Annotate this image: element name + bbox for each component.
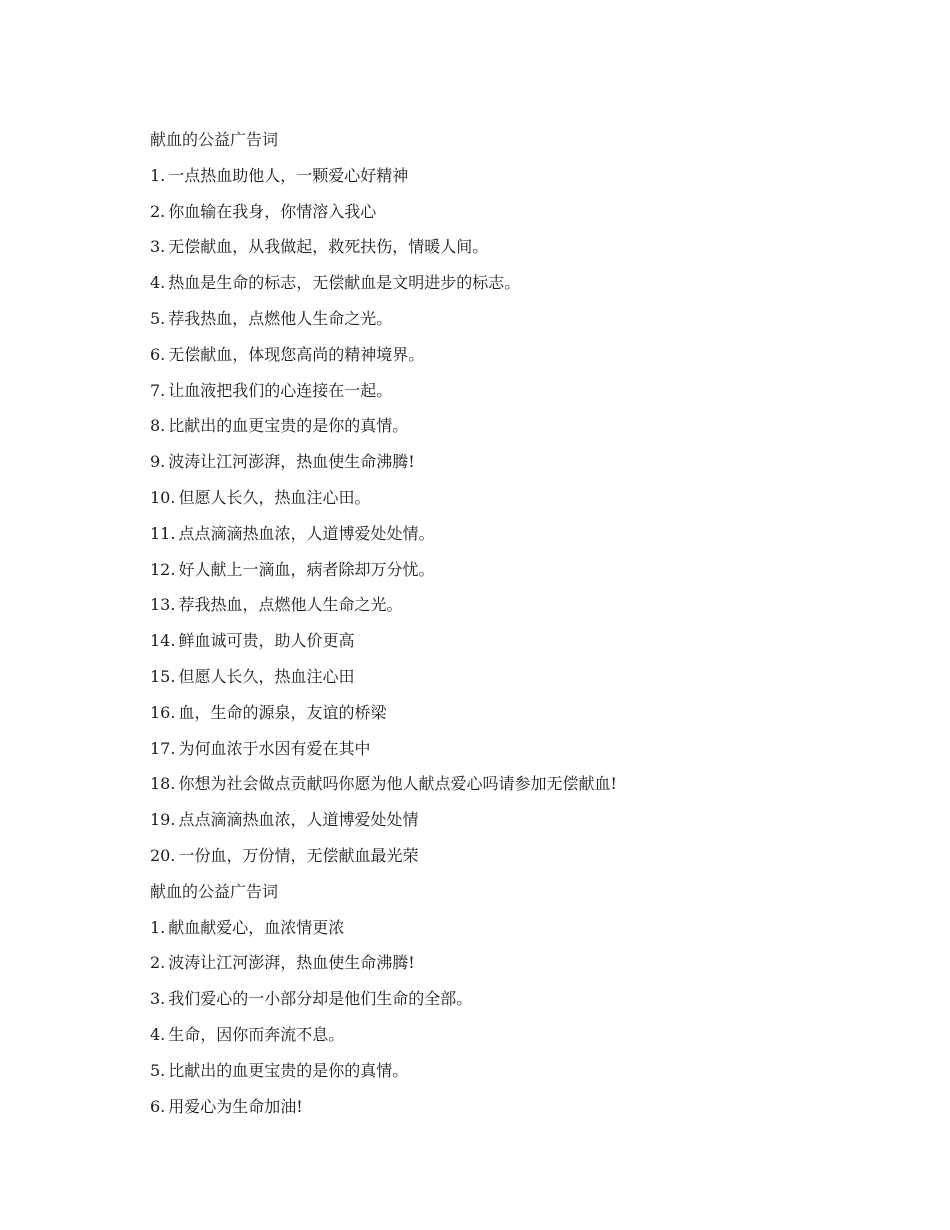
item-text: 点点滴滴热血浓，人道博爱处处情。 bbox=[178, 523, 435, 543]
item-text: 鲜血诚可贵，助人价更高 bbox=[178, 631, 355, 651]
list-item bbox=[150, 265, 850, 301]
list-item bbox=[150, 194, 850, 230]
item-text: 波涛让江河澎湃，热血使生命沸腾! bbox=[168, 953, 415, 973]
item-text: 热血是生命的标志，无偿献血是文明进步的标志。 bbox=[168, 273, 521, 293]
item-number: 1. bbox=[150, 917, 166, 937]
list-item bbox=[150, 981, 850, 1017]
item-number: 3. bbox=[150, 237, 166, 257]
item-text: 你血输在我身，你情溶入我心 bbox=[168, 201, 377, 221]
list-item bbox=[150, 731, 850, 767]
item-number: 8. bbox=[150, 416, 166, 436]
list-item bbox=[150, 838, 850, 874]
item-number: 19. bbox=[150, 810, 176, 830]
item-text: 波涛让江河澎湃，热血使生命沸腾! bbox=[168, 452, 415, 472]
list-item bbox=[150, 516, 850, 552]
list-item bbox=[150, 552, 850, 588]
list-item bbox=[150, 623, 850, 659]
list-item bbox=[150, 301, 850, 337]
item-number: 11. bbox=[150, 523, 176, 543]
item-number: 4. bbox=[150, 273, 166, 293]
item-number: 6. bbox=[150, 344, 166, 364]
list-item bbox=[150, 695, 850, 731]
item-text: 一点热血助他人，一颗爱心好精神 bbox=[168, 165, 409, 185]
item-number: 3. bbox=[150, 989, 166, 1009]
item-number: 10. bbox=[150, 487, 176, 507]
list-item bbox=[150, 337, 850, 373]
list-item bbox=[150, 480, 850, 516]
item-text: 献血献爱心，血浓情更浓 bbox=[168, 917, 345, 937]
item-text: 好人献上一滴血，病者除却万分忧。 bbox=[178, 559, 435, 579]
list-item bbox=[150, 945, 850, 981]
item-number: 20. bbox=[150, 845, 176, 865]
list-item bbox=[150, 1089, 850, 1125]
item-number: 2. bbox=[150, 201, 166, 221]
item-text: 用爱心为生命加油! bbox=[168, 1096, 303, 1116]
list-item bbox=[150, 766, 850, 802]
list-item bbox=[150, 1053, 850, 1089]
item-number: 7. bbox=[150, 380, 166, 400]
item-number: 16. bbox=[150, 702, 176, 722]
item-number: 15. bbox=[150, 666, 176, 686]
item-text: 点点滴滴热血浓，人道博爱处处情 bbox=[178, 810, 419, 830]
item-text: 但愿人长久，热血注心田。 bbox=[178, 487, 371, 507]
item-text: 你想为社会做点贡献吗你愿为他人献点爱心吗请参加无偿献血! bbox=[178, 774, 617, 794]
item-text: 但愿人长久，热血注心田 bbox=[178, 666, 355, 686]
item-number: 14. bbox=[150, 631, 176, 651]
item-number: 5. bbox=[150, 308, 166, 328]
item-number: 2. bbox=[150, 953, 166, 973]
list-item bbox=[150, 158, 850, 194]
list-item bbox=[150, 587, 850, 623]
list-item bbox=[150, 408, 850, 444]
list-item bbox=[150, 1017, 850, 1053]
item-text: 比献出的血更宝贵的是你的真情。 bbox=[168, 416, 409, 436]
section-title: 献血的公益广告词 bbox=[150, 130, 279, 149]
document-page bbox=[150, 122, 850, 1124]
item-number: 17. bbox=[150, 738, 176, 758]
item-text: 血，生命的源泉，友谊的桥梁 bbox=[178, 702, 387, 722]
item-number: 9. bbox=[150, 452, 166, 472]
section-title: 献血的公益广告词 bbox=[150, 881, 279, 901]
list-item bbox=[150, 910, 850, 946]
list-item bbox=[150, 802, 850, 838]
item-number: 1. bbox=[150, 165, 166, 185]
item-text: 荐我热血，点燃他人生命之光。 bbox=[178, 595, 403, 615]
list-item bbox=[150, 444, 850, 480]
item-number: 6. bbox=[150, 1096, 166, 1116]
item-text: 比献出的血更宝贵的是你的真情。 bbox=[168, 1060, 409, 1080]
item-text: 为何血浓于水因有爱在其中 bbox=[178, 738, 371, 758]
item-text: 荐我热血，点燃他人生命之光。 bbox=[168, 308, 393, 328]
item-text: 一份血，万份情，无偿献血最光荣 bbox=[178, 845, 419, 865]
item-text: 无偿献血，从我做起，救死扶伤，情暖人间。 bbox=[168, 237, 489, 257]
item-number: 4. bbox=[150, 1024, 166, 1044]
list-item bbox=[150, 659, 850, 695]
item-number: 18. bbox=[150, 774, 176, 794]
item-number: 13. bbox=[150, 595, 176, 615]
item-number: 12. bbox=[150, 559, 176, 579]
list-item bbox=[150, 229, 850, 265]
item-text: 无偿献血，体现您高尚的精神境界。 bbox=[168, 344, 425, 364]
item-text: 我们爱心的一小部分却是他们生命的全部。 bbox=[168, 989, 473, 1009]
item-text: 生命，因你而奔流不息。 bbox=[168, 1024, 345, 1044]
item-number: 5. bbox=[150, 1060, 166, 1080]
list-item bbox=[150, 373, 850, 409]
item-text: 让血液把我们的心连接在一起。 bbox=[168, 380, 393, 400]
